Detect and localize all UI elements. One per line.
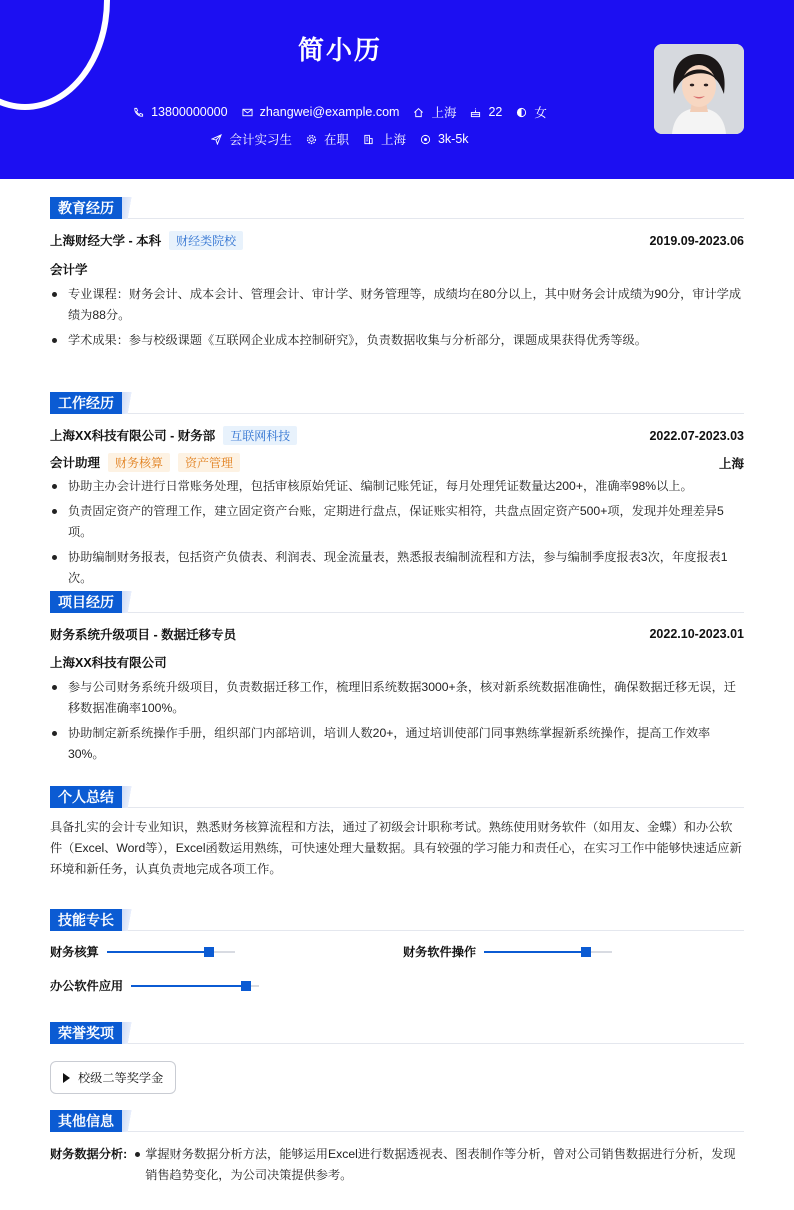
job-title-item bbox=[211, 130, 292, 148]
school-name: 上海财经大学 - 本科 bbox=[50, 234, 162, 248]
city-text: 上海 bbox=[431, 106, 457, 120]
skill-bar bbox=[107, 951, 235, 953]
gear-icon bbox=[306, 134, 317, 145]
section-title: 其他信息 bbox=[50, 1110, 122, 1132]
summary-section bbox=[50, 786, 744, 880]
age-item bbox=[470, 103, 502, 121]
section-header bbox=[50, 591, 744, 613]
skill-bar-fill bbox=[107, 951, 209, 953]
award-name: 校级二等奖学金 bbox=[78, 1071, 164, 1085]
education-head-row bbox=[50, 231, 744, 250]
phone-icon bbox=[133, 107, 144, 118]
triangle-right-icon bbox=[63, 1073, 70, 1083]
skill-name: 办公软件应用 bbox=[50, 979, 124, 993]
skill-item bbox=[403, 943, 612, 960]
home-icon bbox=[413, 107, 424, 118]
section-header bbox=[50, 909, 744, 931]
building-icon bbox=[363, 134, 374, 145]
role-tag: 资产管理 bbox=[178, 453, 240, 472]
phone-text: 13800000000 bbox=[151, 105, 228, 119]
phone-item bbox=[133, 103, 227, 121]
bullet-dot bbox=[127, 1144, 145, 1186]
other-item bbox=[50, 1144, 744, 1186]
status-item bbox=[306, 130, 349, 148]
section-title: 工作经历 bbox=[50, 392, 122, 414]
section-title: 荣誉奖项 bbox=[50, 1022, 122, 1044]
industry-tag: 互联网科技 bbox=[223, 426, 297, 445]
project-name: 财务系统升级项目 - 数据迁移专员 bbox=[50, 628, 237, 642]
role-name: 会计助理 bbox=[50, 456, 101, 470]
skills-section bbox=[50, 909, 744, 1003]
intent-row bbox=[0, 130, 680, 148]
list-item: 专业课程：财务会计、成本会计、管理会计、审计学、财务管理等，成绩均在80分以上，其中财务会计成绩为90分，审计学成绩为88分。 bbox=[50, 284, 744, 326]
project-section bbox=[50, 591, 744, 765]
skill-bar-knob bbox=[241, 981, 251, 991]
list-item: 协助主办会计进行日常账务处理，包括审核原始凭证、编制记账凭证，每月处理凭证数量达200+，准确率98%以上。 bbox=[50, 476, 744, 497]
section-header bbox=[50, 1110, 744, 1132]
skill-bar-fill bbox=[484, 951, 586, 953]
summary-text: 具备扎实的会计专业知识，熟悉财务核算流程和方法，通过了初级会计职称考试。熟练使用财务软件（如用友、金蝶）和办公软件（Excel、Word等），Excel函数运用熟练，可快速处理大量数据。具有较强的学习能力和责任心，在实习工作中能够快速适应新环境和新任务，认真负责地完成各项工作。 bbox=[50, 820, 742, 876]
skill-bar bbox=[131, 985, 259, 987]
section-title: 个人总结 bbox=[50, 786, 122, 808]
work-section bbox=[50, 392, 744, 589]
awards-section bbox=[50, 1022, 744, 1094]
salary-item bbox=[420, 130, 469, 148]
education-section bbox=[50, 197, 744, 351]
list-item: 负责固定资产的管理工作，建立固定资产台账，定期进行盘点，保证账实相符，共盘点固定资产500+项，发现并处理差异5项。 bbox=[50, 501, 744, 543]
target-city-item bbox=[363, 130, 406, 148]
section-title-accent bbox=[122, 786, 134, 808]
section-title-accent bbox=[122, 1110, 134, 1132]
cake-icon bbox=[470, 107, 481, 118]
section-header bbox=[50, 392, 744, 414]
skill-item bbox=[50, 977, 259, 994]
section-title-accent bbox=[122, 197, 134, 219]
section-title: 项目经历 bbox=[50, 591, 122, 613]
target-city-text: 上海 bbox=[380, 133, 406, 147]
section-title: 技能专长 bbox=[50, 909, 122, 931]
work-head-row bbox=[50, 426, 744, 445]
skill-name: 财务核算 bbox=[50, 945, 99, 959]
project-list bbox=[50, 677, 744, 765]
job-title-text: 会计实习生 bbox=[229, 133, 292, 147]
major-name: 会计学 bbox=[50, 263, 88, 277]
project-company: 上海XX科技有限公司 bbox=[50, 656, 167, 670]
skill-bar-knob bbox=[581, 947, 591, 957]
city-item bbox=[413, 103, 456, 121]
section-title-accent bbox=[122, 591, 134, 613]
school-tag: 财经类院校 bbox=[169, 231, 243, 250]
project-head-row bbox=[50, 625, 744, 643]
list-item: 参与公司财务系统升级项目，负责数据迁移工作，梳理旧系统数据3000+条，核对新系统数据准确性，确保数据迁移无误，迁移数据准确率100%。 bbox=[50, 677, 744, 719]
other-section bbox=[50, 1110, 744, 1186]
contact-row bbox=[0, 103, 680, 121]
email-text: zhangwei@example.com bbox=[259, 105, 400, 119]
project-date: 2022.10-2023.01 bbox=[649, 627, 744, 641]
list-item: 协助制定新系统操作手册，组织部门内部培训，培训人数20+，通过培训使部门同事熟练掌握新系统操作，提高工作效率30%。 bbox=[50, 723, 744, 765]
skill-bar-fill bbox=[131, 985, 246, 987]
company-name: 上海XX科技有限公司 - 财务部 bbox=[50, 429, 216, 443]
section-header bbox=[50, 197, 744, 219]
email-item bbox=[242, 103, 400, 121]
salary-text: 3k-5k bbox=[437, 132, 469, 146]
status-text: 在职 bbox=[323, 133, 349, 147]
list-item: 学术成果：参与校级课题《互联网企业成本控制研究》，负责数据收集与分析部分，课题成果获得优秀等级。 bbox=[50, 330, 744, 351]
work-date: 2022.07-2023.03 bbox=[649, 428, 744, 443]
work-location: 上海 bbox=[718, 456, 744, 471]
mail-icon bbox=[242, 107, 253, 118]
section-title-accent bbox=[122, 392, 134, 414]
skill-name: 财务软件操作 bbox=[403, 945, 477, 959]
other-text: 掌握财务数据分析方法，能够运用Excel进行数据透视表、图表制作等分析，曾对公司销售数据进行分析，发现销售趋势变化，为公司决策提供参考。 bbox=[145, 1147, 736, 1182]
work-list bbox=[50, 476, 744, 589]
profile-photo bbox=[654, 44, 744, 134]
section-header bbox=[50, 786, 744, 808]
age-text: 22 bbox=[488, 105, 503, 119]
gender-text: 女 bbox=[534, 106, 547, 120]
section-title: 教育经历 bbox=[50, 197, 122, 219]
skill-bar-knob bbox=[204, 947, 214, 957]
role-tag: 财务核算 bbox=[108, 453, 170, 472]
resume-header bbox=[0, 0, 794, 179]
coin-icon bbox=[420, 134, 431, 145]
section-title-accent bbox=[122, 909, 134, 931]
education-date: 2019.09-2023.06 bbox=[649, 233, 744, 248]
education-list bbox=[50, 284, 744, 351]
section-header bbox=[50, 1022, 744, 1044]
section-title-accent bbox=[122, 1022, 134, 1044]
gender-item bbox=[516, 103, 547, 121]
award-badge bbox=[50, 1061, 176, 1094]
send-icon bbox=[211, 134, 222, 145]
skill-bar bbox=[484, 951, 612, 953]
skill-item bbox=[50, 943, 235, 960]
work-role-row bbox=[50, 453, 744, 472]
gender-icon bbox=[516, 107, 527, 118]
other-label: 财务数据分析: bbox=[50, 1147, 128, 1161]
list-item: 协助编制财务报表，包括资产负债表、利润表、现金流量表，熟悉报表编制流程和方法，参与编制季度报表3次，年度报表1次。 bbox=[50, 547, 744, 589]
candidate-name: 简小历 bbox=[297, 35, 382, 65]
skills-grid bbox=[50, 943, 744, 1003]
